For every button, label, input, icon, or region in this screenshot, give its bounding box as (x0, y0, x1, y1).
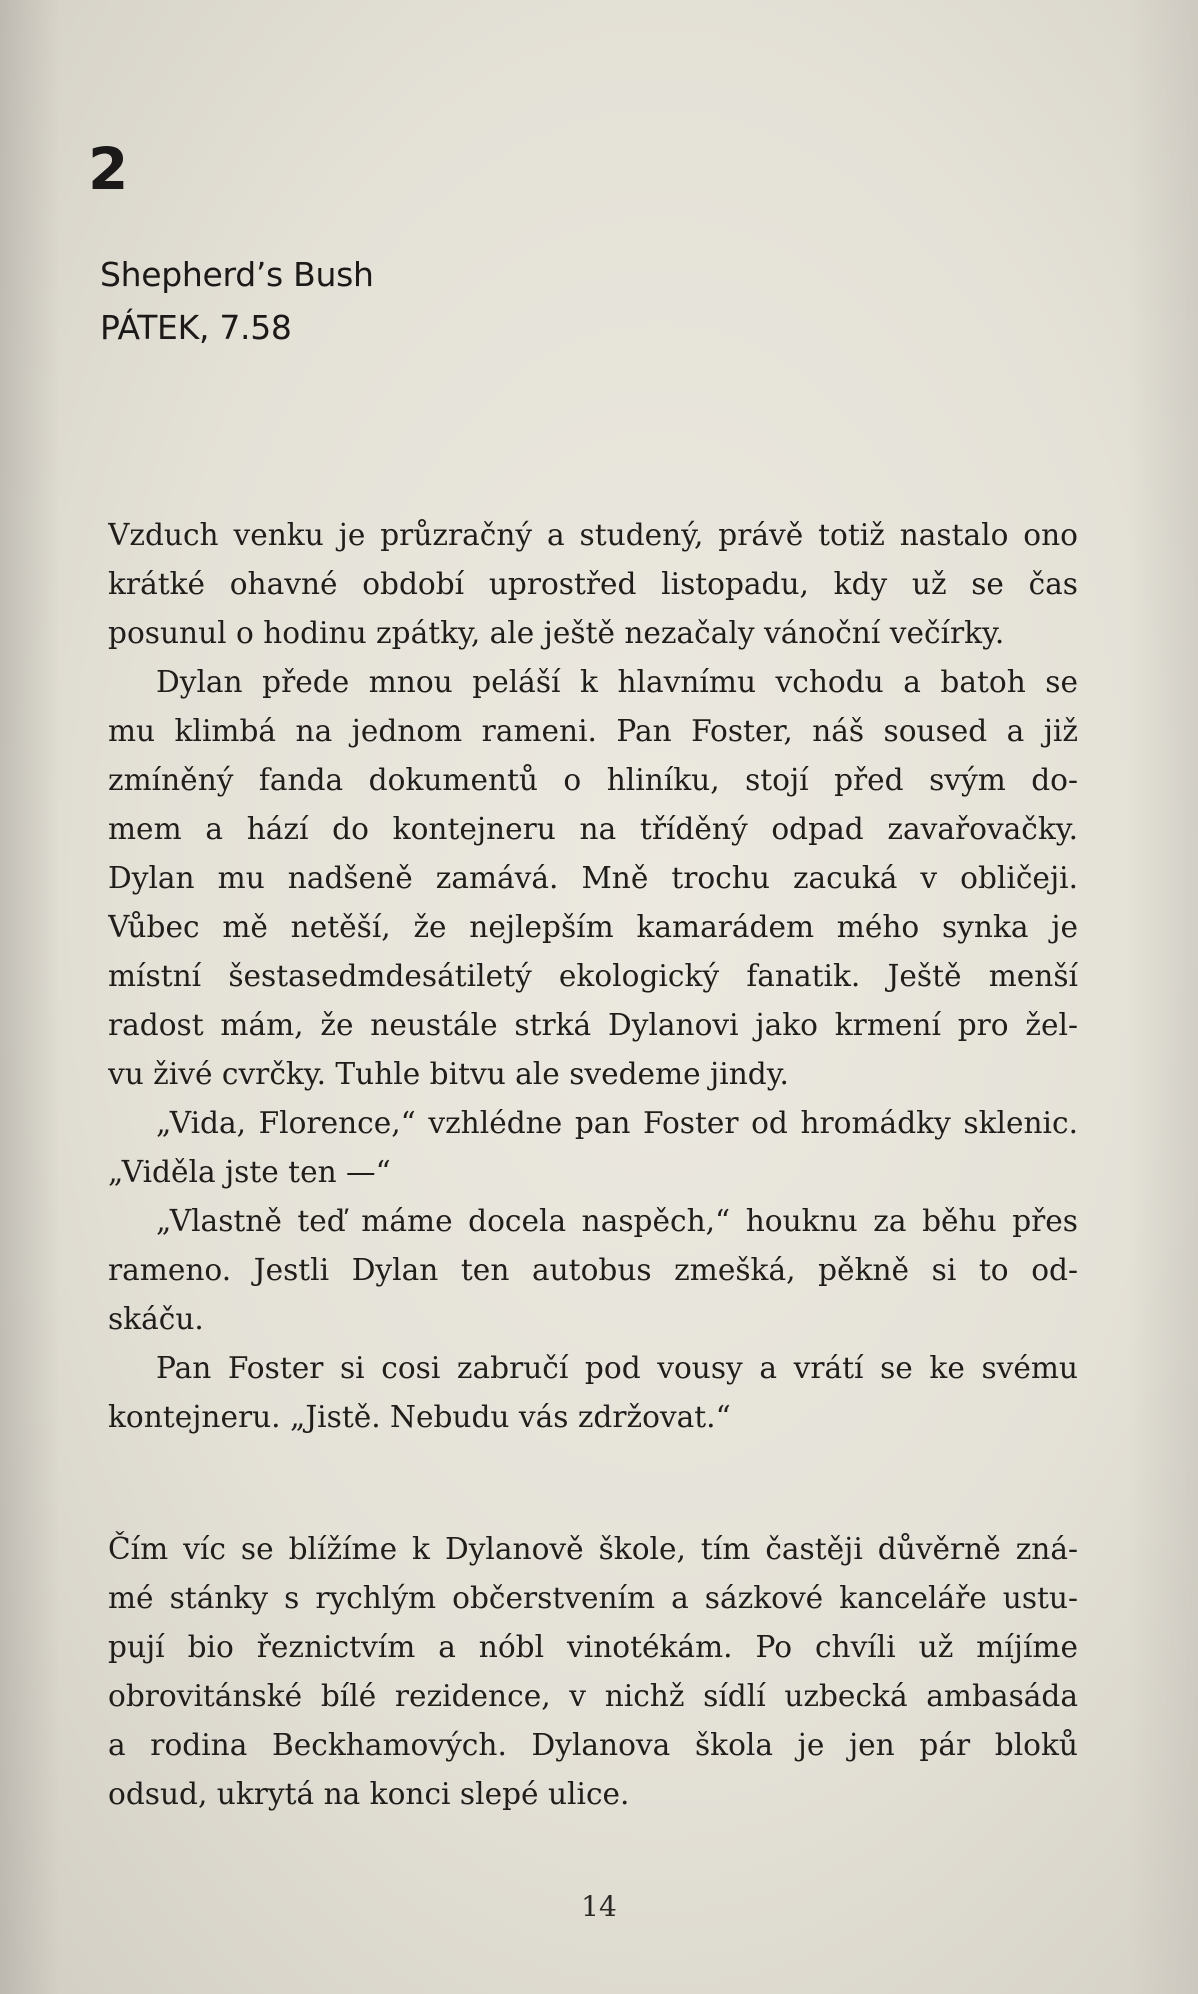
text-line: „Vida, Florence,“ vzhlédne pan Foster od hromádky sklenic. (156, 1106, 1078, 1140)
text-line: mu klimbá na jednom rameni. Pan Foster, náš soused a již (108, 714, 1078, 748)
text-line: Dylan mu nadšeně zamává. Mně trochu zacuká v obličeji. (108, 861, 1078, 895)
text-line: rameno. Jestli Dylan ten autobus zmešká, pěkně si to od- (108, 1253, 1078, 1287)
text-line: Pan Foster si cosi zabručí pod vousy a vrátí se ke svému (156, 1351, 1078, 1385)
text-line: kontejneru. „Jistě. Nebudu vás zdržovat.“ (108, 1400, 731, 1434)
text-line: „Vlastně teď máme docela naspěch,“ houknu za běhu přes (156, 1204, 1078, 1238)
text-line: krátké ohavné období uprostřed listopadu, kdy už se čas (108, 567, 1078, 601)
text-line: vu živé cvrčky. Tuhle bitvu ale svedeme jindy. (108, 1057, 789, 1091)
text-line: a rodina Beckhamových. Dylanova škola je jen pár bloků (108, 1728, 1078, 1762)
section-1 (108, 511, 1078, 1442)
text-line: posunul o hodinu zpátky, ale ještě nezačaly vánoční večírky. (108, 616, 1005, 650)
text-line: místní šestasedmdesátiletý ekologický fanatik. Ještě menší (108, 959, 1078, 993)
text-line: obrovitánské bílé rezidence, v nichž sídlí uzbecká ambasáda (108, 1679, 1078, 1713)
text-line: „Viděla jste ten —“ (108, 1155, 391, 1189)
text-line: Vzduch venku je průzračný a studený, právě totiž nastalo ono (108, 518, 1078, 552)
page-shadow-left (0, 0, 60, 1994)
text-line: zmíněný fanda dokumentů o hliníku, stojí před svým do- (108, 763, 1078, 797)
chapter-number: 2 (88, 135, 129, 203)
chapter-datetime: PÁTEK, 7.58 (100, 308, 292, 347)
text-line: Dylan přede mnou peláší k hlavnímu vchodu a batoh se (156, 665, 1078, 699)
text-line: Čím víc se blížíme k Dylanově škole, tím častěji důvěrně zná- (108, 1532, 1078, 1566)
text-line: odsud, ukrytá na konci slepé ulice. (108, 1777, 630, 1811)
chapter-location: Shepherd’s Bush (100, 255, 374, 294)
text-line: Vůbec mě netěší, že nejlepším kamarádem mého synka je (108, 910, 1078, 944)
section-2 (108, 1525, 1078, 1819)
text-line: pují bio řeznictvím a nóbl vinotékám. Po chvíli už míjíme (108, 1630, 1078, 1664)
text-line: radost mám, že neustále strká Dylanovi jako krmení pro žel- (108, 1008, 1078, 1042)
page-number: 14 (581, 1890, 617, 1923)
page-shadow-right (1128, 0, 1198, 1994)
text-line: skáču. (108, 1302, 204, 1336)
text-line: mé stánky s rychlým občerstvením a sázkové kanceláře ustu- (108, 1581, 1078, 1615)
text-line: mem a hází do kontejneru na tříděný odpad zavařovačky. (108, 812, 1078, 846)
